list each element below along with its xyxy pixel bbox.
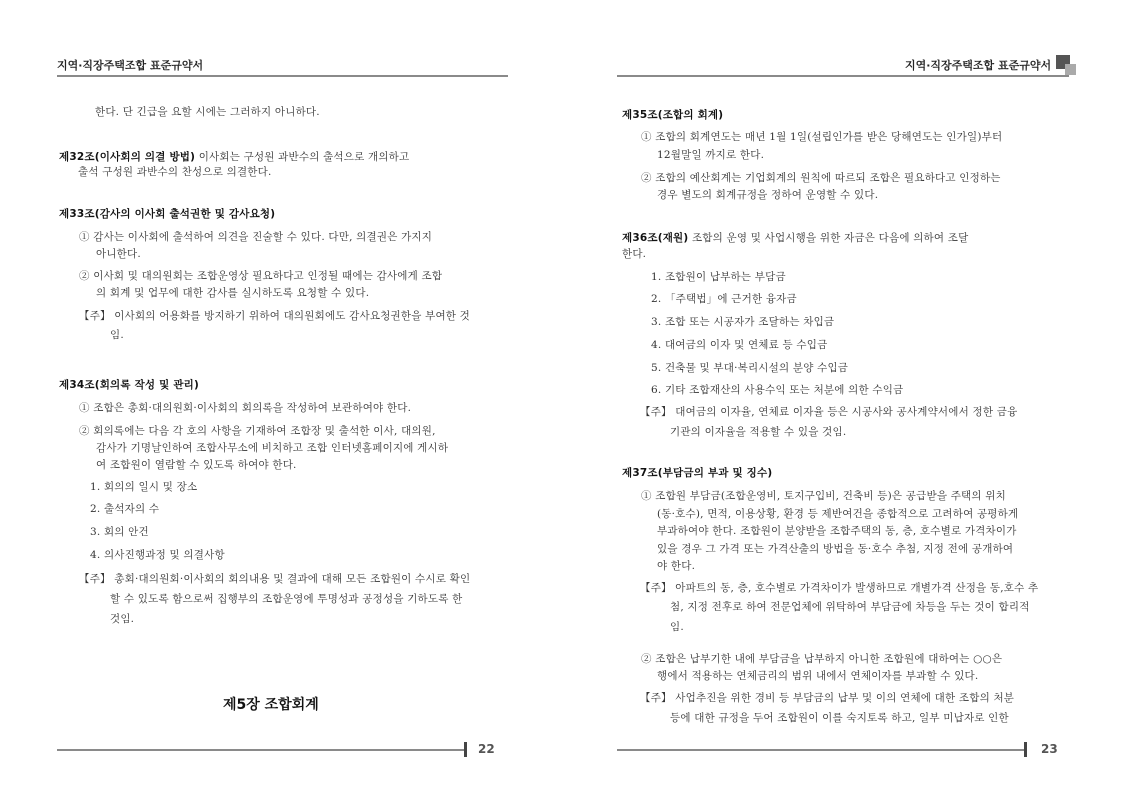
- left-page: [0, 0, 560, 793]
- header-title: 지역·직장주택조합 표준규약서: [57, 59, 204, 72]
- header-rule: [57, 75, 508, 77]
- note-line: 【주】 이사회의 어용화를 방지하기 위하여 대의원회에도 감사요청권한을 부여한 것: [79, 310, 471, 322]
- footer-tick: [464, 742, 467, 757]
- note-line: 것임.: [110, 613, 135, 625]
- paragraph-line: ② 이사회 및 대의원회는 조합운영상 필요하다고 인정될 때에는 감사에게 조합: [79, 270, 443, 282]
- chapter-title: 제5장 조합회계: [223, 697, 319, 713]
- article-title: 제37조(부담금의 부과 및 징수): [622, 467, 773, 479]
- right-page: [560, 0, 1121, 793]
- paragraph-line: 조합의 운영 및 사업시행을 위한 자금은 다음에 의하여 조달: [691, 232, 969, 244]
- article-36-block: [622, 229, 968, 248]
- paragraph-line: 여 조합원이 열람할 수 있도록 하여야 한다.: [96, 459, 297, 471]
- paragraph-line: 의 회계 및 업무에 대한 감사를 실시하도록 요청할 수 있다.: [96, 287, 370, 299]
- article-title: 제35조(조합의 회계): [622, 109, 724, 121]
- note-line: 첨, 지정 전후로 하여 전문업체에 위탁하여 부담금에 차등을 두는 것이 합리적: [670, 601, 1030, 613]
- paragraph-line: 야 한다.: [657, 560, 696, 572]
- list-item: 4. 의사진행과정 및 의결사항: [90, 549, 225, 561]
- article-title: 제34조(회의록 작성 및 관리): [59, 379, 200, 391]
- list-item: 2. 출석자의 수: [90, 503, 160, 515]
- list-item: 1. 회의의 일시 및 장소: [90, 481, 198, 493]
- footer-rule: [617, 749, 1024, 751]
- paragraph-line: ① 조합의 회계연도는 매년 1월 1일(설립인가를 받은 당해연도는 인가일)부터: [641, 131, 1003, 143]
- list-item: 6. 기타 조합재산의 사용수익 또는 처분에 의한 수익금: [651, 384, 904, 396]
- note-line: 할 수 있도록 함으로써 집행부의 조합운영에 투명성과 공정성을 기하도록 한: [110, 593, 463, 605]
- article-title: 제36조(재원): [622, 232, 689, 244]
- note-line: 【주】 아파트의 동, 층, 호수별로 가격차이가 발생하므로 개별가격 산정을 동,호수 추: [640, 582, 1039, 594]
- paragraph-line: 부과하여야 한다. 조합원이 분양받을 조합주택의 동, 층, 호수별로 가격차이가: [657, 525, 1017, 537]
- article-title: 제33조(감사의 이사회 출석권한 및 감사요청): [59, 208, 276, 220]
- note-line: 임.: [110, 329, 124, 341]
- article-title: 제32조(이사회의 의결 방법): [59, 151, 196, 163]
- list-item: 5. 건축물 및 부대·복리시설의 분양 수입금: [651, 362, 849, 374]
- paragraph-line: 있을 경우 그 가격 또는 가격산출의 방법을 동·호수 추첨, 지정 전에 공개하여: [657, 543, 1014, 555]
- list-item: 3. 회의 안건: [90, 526, 149, 538]
- header-rule: [617, 75, 1069, 77]
- note-line: 임.: [670, 621, 684, 633]
- page-number: 22: [478, 742, 495, 756]
- paragraph-line: ② 조합은 납부기한 내에 부담금을 납부하지 아니한 조합원에 대하여는 ○○은: [641, 653, 1003, 665]
- page-number: 23: [1041, 742, 1058, 756]
- list-item: 3. 조합 또는 시공자가 조달하는 차입금: [651, 316, 835, 328]
- note-line: 【주】 대여금의 이자율, 연체료 이자율 등은 시공사와 공사계약서에서 정한 금융: [640, 406, 1018, 418]
- note-line: 【주】 사업추진을 위한 경비 등 부담금의 납부 및 이의 연체에 대한 조합의 처분: [640, 692, 1015, 704]
- paragraph-line: 출석 구성원 과반수의 찬성으로 의결한다.: [78, 166, 272, 178]
- paragraph-line: ① 감사는 이사회에 출석하여 의견을 진술할 수 있다. 다만, 의결권은 가지지: [79, 231, 433, 243]
- paragraph-line: 이사회는 구성원 과반수의 출석으로 개의하고: [198, 151, 410, 163]
- paragraph-line: 감사가 기명날인하여 조합사무소에 비치하고 조합 인터넷홈페이지에 게시하: [96, 442, 449, 454]
- list-item: 1. 조합원이 납부하는 부담금: [651, 271, 786, 283]
- header-title: 지역·직장주택조합 표준규약서: [905, 59, 1052, 72]
- header-corner-mark: [1065, 64, 1076, 75]
- paragraph-line: ② 회의록에는 다음 각 호의 사항을 기재하여 조합장 및 출석한 이사, 대의원,: [79, 425, 436, 437]
- footer-tick: [1024, 742, 1027, 757]
- list-item: 4. 대여금의 이자 및 연체료 등 수입금: [651, 339, 828, 351]
- paragraph-line: 한다.: [622, 248, 647, 260]
- note-line: 등에 대한 규정을 두어 조합원이 이를 숙지토록 하고, 일부 미납자로 인한: [670, 712, 1009, 724]
- footer-rule: [57, 749, 464, 751]
- paragraph-line: 경우 별도의 회계규정을 정하여 운영할 수 있다.: [657, 189, 879, 201]
- note-line: 기관의 이자율을 적용할 수 있을 것임.: [670, 426, 847, 438]
- paragraph-line: 행에서 적용하는 연체금리의 범위 내에서 연체이자를 부과할 수 있다.: [657, 670, 979, 682]
- list-item: 2. 「주택법」에 근거한 융자금: [651, 293, 797, 305]
- paragraph-line: (동·호수), 면적, 이용상황, 환경 등 제반여건을 종합적으로 고려하여 공평하게: [657, 508, 1019, 520]
- paragraph-line: 12월말일 까지로 한다.: [657, 149, 765, 161]
- note-line: 【주】 총회·대의원회·이사회의 회의내용 및 결과에 대해 모든 조합원이 수시로 확인: [79, 573, 471, 585]
- paragraph-line: ② 조합의 예산회계는 기업회계의 원칙에 따르되 조합은 필요하다고 인정하는: [641, 172, 1001, 184]
- paragraph-line: ① 조합원 부담금(조합운영비, 토지구입비, 건축비 등)은 공급받을 주택의 위치: [641, 490, 1006, 502]
- paragraph-line: 한다. 단 긴급을 요할 시에는 그러하지 아니하다.: [95, 106, 320, 118]
- paragraph-line: ① 조합은 총회·대의원회·이사회의 회의록을 작성하여 보관하여야 한다.: [79, 402, 412, 414]
- paragraph-line: 아니한다.: [96, 248, 141, 260]
